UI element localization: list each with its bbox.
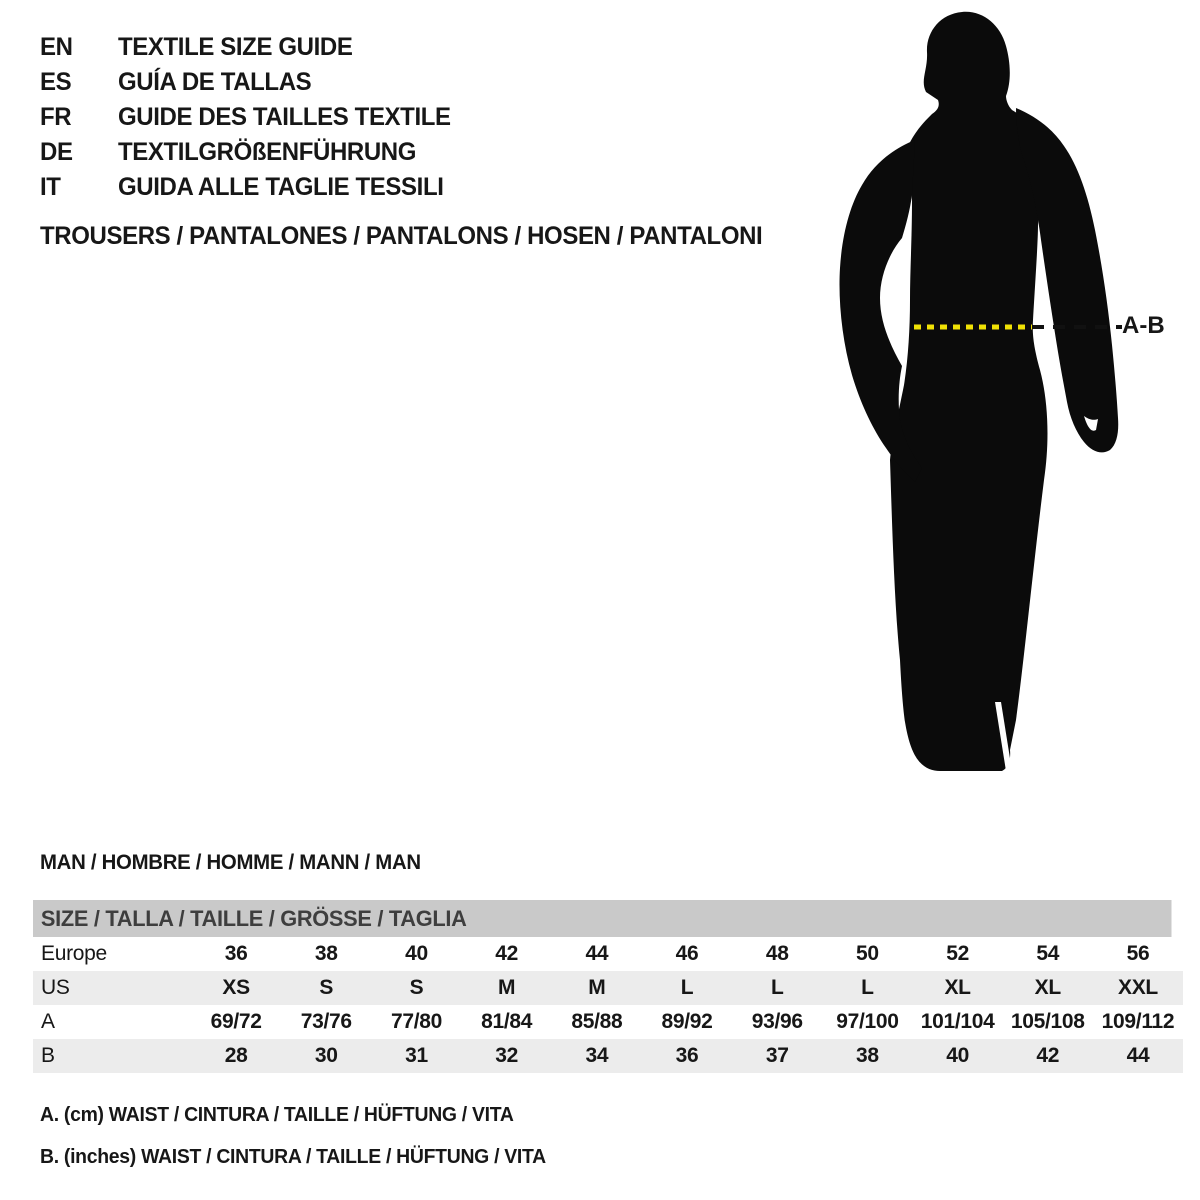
size-cell: 32: [495, 1044, 519, 1067]
size-cell: 36: [224, 942, 248, 965]
size-cell: 44: [1126, 1044, 1150, 1067]
language-row: [40, 135, 465, 170]
table-row: [33, 1039, 1183, 1073]
size-cell: XXL: [1117, 976, 1158, 999]
size-table-header: SIZE / TALLA / TAILLE / GRÖSSE / TAGLIA: [33, 900, 1172, 937]
size-cell: 40: [946, 1044, 969, 1067]
size-cell: S: [319, 976, 334, 999]
footnote-a-cm: A. (cm) WAIST / CINTURA / TAILLE / HÜFTUNG / VITA: [40, 1104, 514, 1126]
table-row: [33, 971, 1183, 1005]
row-label: B: [41, 1044, 55, 1067]
size-cell: M: [588, 976, 606, 999]
language-row: [40, 170, 465, 205]
size-cell: 44: [585, 942, 609, 965]
language-title: GUIDA ALLE TAGLIE TESSILI: [118, 173, 444, 201]
size-cell: XL: [944, 976, 971, 999]
size-cell: 77/80: [390, 1010, 442, 1033]
size-cell: 101/104: [920, 1010, 995, 1033]
size-cell: 50: [856, 942, 879, 965]
size-table-rows: [33, 937, 1183, 1073]
language-code: DE: [40, 138, 73, 166]
size-cell: 93/96: [751, 1010, 803, 1033]
language-row: [40, 65, 465, 100]
size-cell: 31: [405, 1044, 428, 1067]
language-title: TEXTILGRÖßENFÜHRUNG: [118, 138, 417, 166]
language-title-block: [40, 30, 465, 205]
table-row: [33, 937, 1183, 971]
size-cell: 81/84: [481, 1010, 533, 1033]
size-cell: 38: [314, 942, 338, 965]
language-title: GUIDE DES TAILLES TEXTILE: [118, 103, 451, 131]
size-cell: 42: [495, 942, 519, 965]
language-title: TEXTILE SIZE GUIDE: [118, 33, 353, 61]
size-cell: 109/112: [1101, 1010, 1175, 1033]
size-cell: 89/92: [661, 1010, 713, 1033]
size-cell: 48: [765, 942, 789, 965]
size-cell: XL: [1034, 976, 1061, 999]
size-cell: 73/76: [300, 1010, 352, 1033]
size-cell: 105/108: [1010, 1010, 1085, 1033]
language-code: ES: [40, 68, 72, 96]
size-cell: 38: [856, 1044, 879, 1067]
man-silhouette-figure: [820, 0, 1200, 790]
garment-title: TROUSERS / PANTALONES / PANTALONS / HOSEN / PANTALONI: [40, 222, 763, 250]
size-cell: M: [498, 976, 516, 999]
size-cell: 42: [1036, 1044, 1060, 1067]
size-cell: L: [861, 976, 874, 999]
footnote-b-inches: B. (inches) WAIST / CINTURA / TAILLE / HÜFTUNG / VITA: [40, 1146, 546, 1168]
size-cell: 97/100: [836, 1010, 899, 1033]
size-cell: XS: [222, 976, 250, 999]
row-label: A: [41, 1010, 55, 1033]
man-silhouette-svg: [820, 0, 1180, 790]
size-cell: 52: [946, 942, 969, 965]
size-cell: 37: [765, 1044, 789, 1067]
section-title-man: MAN / HOMBRE / HOMME / MANN / MAN: [40, 851, 421, 874]
size-cell: 56: [1126, 942, 1150, 965]
language-code: EN: [40, 33, 73, 61]
size-cell: 85/88: [571, 1010, 623, 1033]
size-cell: 36: [675, 1044, 699, 1067]
row-label: Europe: [41, 942, 107, 965]
size-cell: L: [680, 976, 694, 999]
size-cell: 69/72: [210, 1010, 262, 1033]
row-label: US: [41, 976, 70, 999]
size-cell: 54: [1036, 942, 1060, 965]
size-cell: 30: [314, 1044, 338, 1067]
language-code: FR: [40, 103, 72, 131]
size-cell: 46: [675, 942, 699, 965]
size-table: [33, 900, 1183, 1073]
table-row: [33, 1005, 1183, 1039]
size-cell: 34: [585, 1044, 609, 1067]
language-code: IT: [40, 173, 61, 201]
size-cell: L: [770, 976, 784, 999]
size-cell: 40: [405, 942, 428, 965]
language-title: GUÍA DE TALLAS: [118, 68, 312, 96]
size-cell: S: [409, 976, 424, 999]
language-row: [40, 30, 465, 65]
size-cell: 28: [224, 1044, 248, 1067]
measure-label-ab: A-B: [1122, 312, 1165, 339]
language-row: [40, 100, 465, 135]
